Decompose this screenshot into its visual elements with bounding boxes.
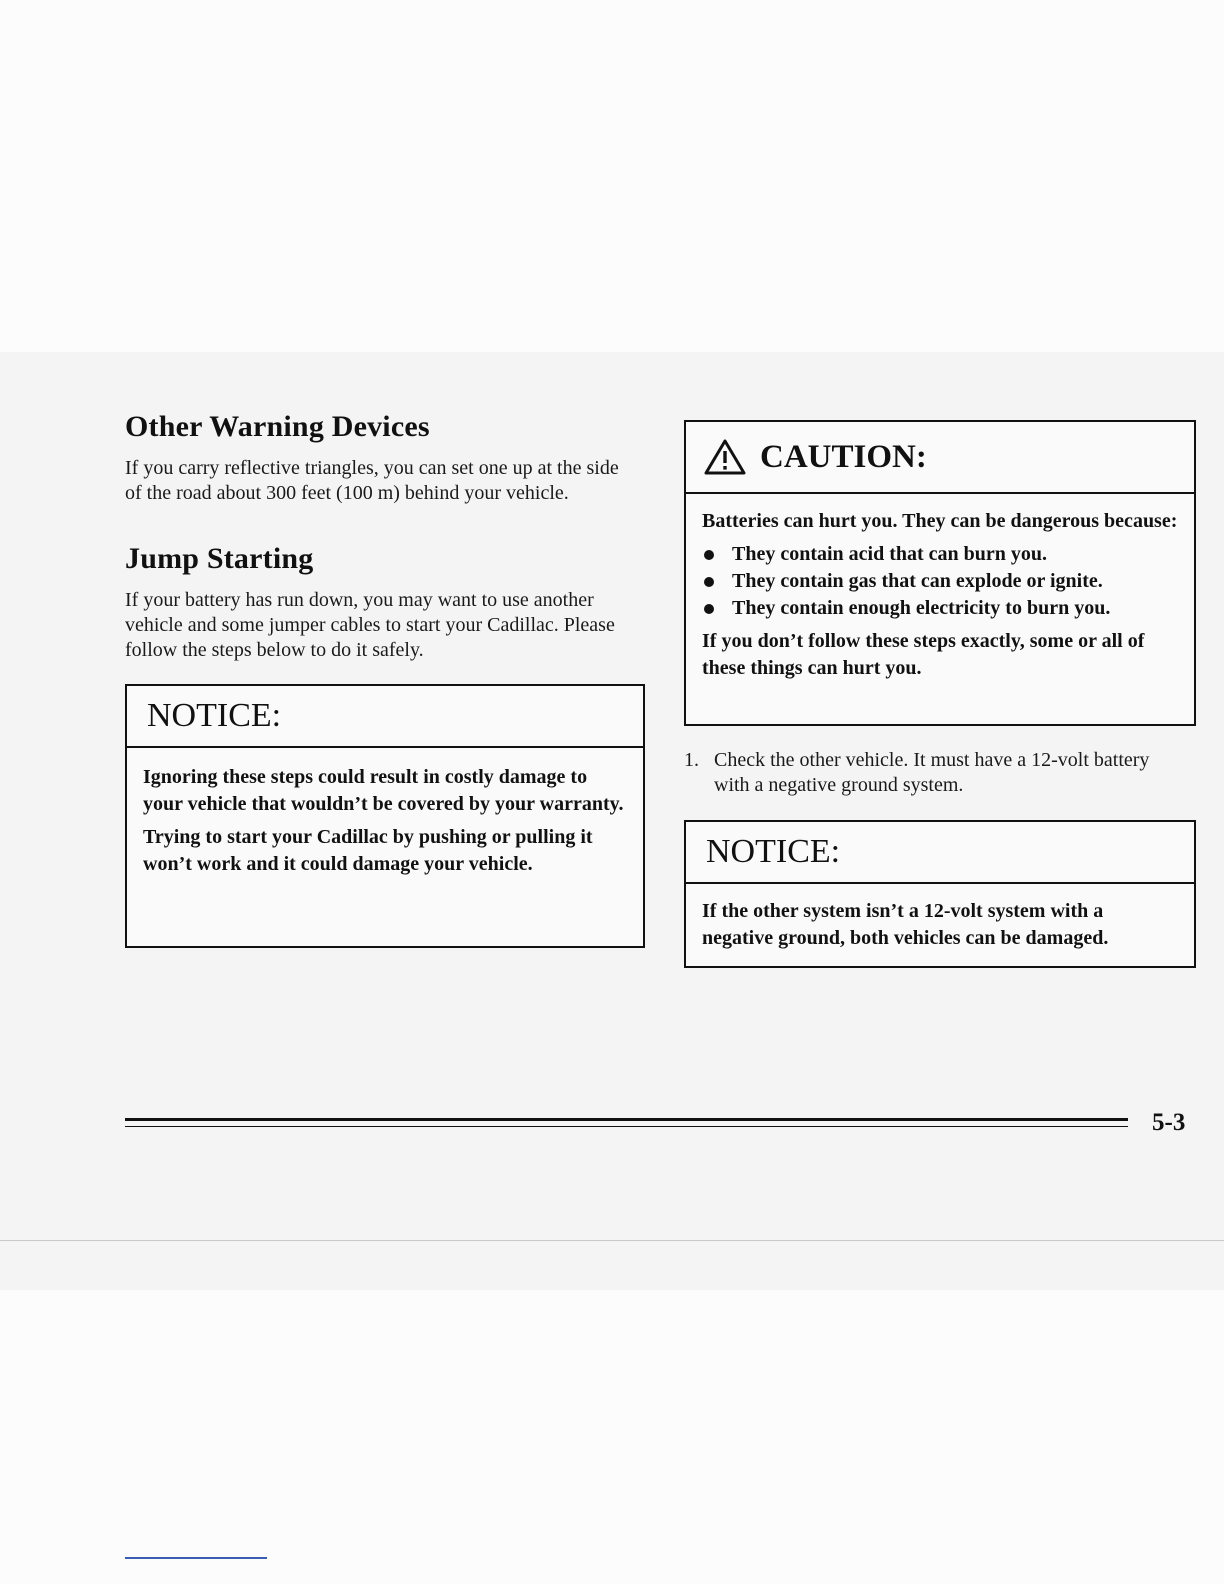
- band-divider: [0, 1240, 1224, 1241]
- paragraph-jump-starting: If your battery has run down, you may want to use another vehicle and some jumper cables to start your Cadillac. Please follow the steps below to do it safely.: [125, 589, 615, 661]
- notice-paragraph-2: Trying to start your Cadillac by pushing or pulling it won’t work and it could damage your vehicle.: [143, 826, 593, 875]
- notice-title: NOTICE:: [147, 697, 282, 734]
- heading-other-warning-devices: Other Warning Devices: [125, 410, 430, 443]
- caution-bullet-list: [702, 541, 1178, 622]
- page-number: 5-3: [1152, 1109, 1186, 1136]
- caution-header: [686, 422, 1194, 494]
- paragraph-warning-devices: If you carry reflective triangles, you can set one up at the side of the road about 300 feet (100 m) behind your vehicle.: [125, 457, 619, 504]
- notice-header: [686, 822, 1194, 884]
- list-item: They contain gas that can explode or ignite.: [702, 568, 1178, 595]
- step-text: Check the other vehicle. It must have a 12-volt battery with a negative ground system.: [714, 749, 1150, 796]
- caution-box: [684, 420, 1196, 726]
- notice-box-right: [684, 820, 1196, 968]
- caution-title: CAUTION:: [760, 438, 927, 475]
- notice-paragraph: If the other system isn’t a 12-volt system with a negative ground, both vehicles can be damaged.: [702, 900, 1109, 949]
- footer-rule-bottom: [125, 1126, 1128, 1127]
- notice-box-left: [125, 684, 645, 948]
- caution-outro: If you don’t follow these steps exactly, some or all of these things can hurt you.: [702, 630, 1145, 679]
- heading-jump-starting: Jump Starting: [125, 542, 314, 575]
- step-number: 1.: [684, 749, 699, 771]
- notice-title: NOTICE:: [706, 833, 841, 870]
- step-1: [684, 748, 1164, 798]
- notice-body: [127, 748, 643, 878]
- list-item: They contain acid that can burn you.: [702, 541, 1178, 568]
- notice-paragraph-1: Ignoring these steps could result in costly damage to your vehicle that wouldn’t be covered by your warranty.: [143, 766, 624, 815]
- notice-body: [686, 884, 1194, 952]
- list-item: They contain enough electricity to burn you.: [702, 595, 1178, 622]
- caution-intro: Batteries can hurt you. They can be dangerous because:: [702, 510, 1178, 532]
- footer-link-underline: [125, 1557, 267, 1559]
- notice-header: [127, 686, 643, 748]
- footer-rule-top: [125, 1118, 1128, 1121]
- warning-triangle-icon: [704, 438, 746, 476]
- caution-body: [686, 494, 1194, 682]
